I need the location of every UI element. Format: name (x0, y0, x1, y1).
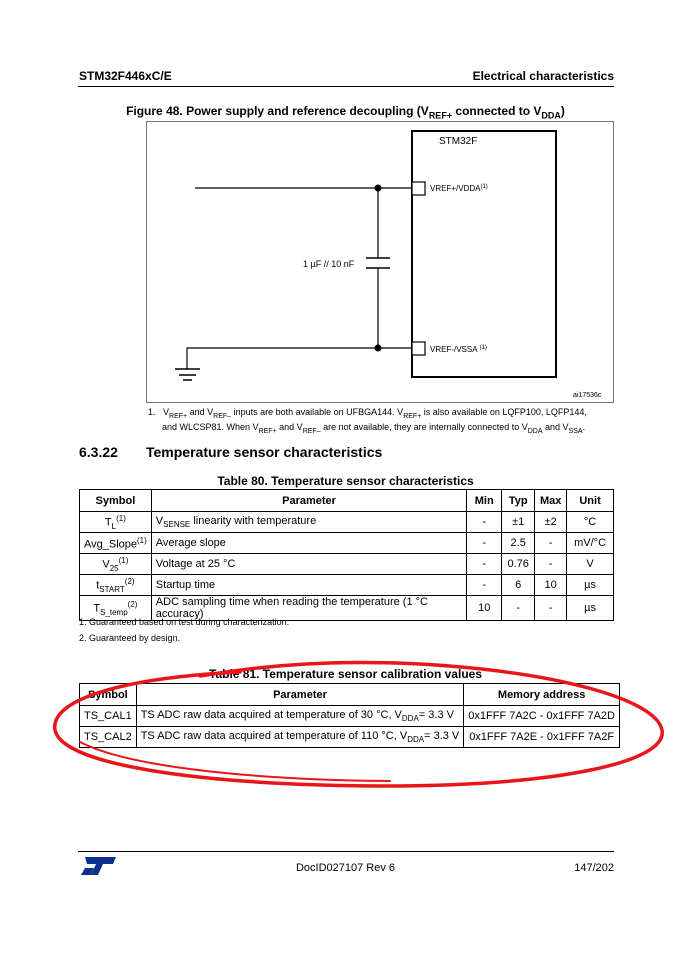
figure-title: Figure 48. Power supply and reference decoupling ($V_{REF+}$ connected to $V_{DDA}$) (126, 104, 565, 121)
table80-header: Typ (502, 490, 535, 512)
table80-header: Symbol (80, 490, 152, 512)
table81-header: Memory address (464, 684, 620, 706)
table80-header: Parameter (151, 490, 466, 512)
section-number: 6.3.22 (79, 444, 118, 460)
figure-note: 1. $V_{REF+}$ and $V_{REF-}$ inputs are both available on UFBGA144. $V_{REF+}$ is also available on LQFP100, LQFP144, and WLCSP81. When $V_{REF+}$ and $V_{REF-}$ are not available, they are internally connected to $V_{DDA}$ and $V_{SSA}$. (148, 407, 587, 435)
table-row: $t_{START}^{(2)}$ Startup time - 6 10 µs (80, 575, 614, 596)
figure-id: ai17536c (573, 392, 602, 399)
capacitor-label: 1 µF // 10 nF (303, 259, 355, 269)
section-title: Temperature sensor characteristics (146, 444, 383, 460)
table-row: TS_CAL2 TS ADC raw data acquired at temperature of 110 °C, $V_{DDA}= 3.3$ V 0x1FFF 7A2E - 0x1FFF 7A2F (80, 727, 620, 748)
table81-header: Parameter (136, 684, 464, 706)
table-row: Avg_Slope$^{(1)}$ Average slope - 2.5 - mV/°C (80, 533, 614, 554)
doc-id: DocID027107 Rev 6 (295, 862, 396, 874)
table80-footnote: 2. Guaranteed by design. (79, 633, 181, 643)
table81-caption: Table 81. Temperature sensor calibration values (209, 667, 482, 681)
table81-header: Symbol (80, 684, 137, 706)
table80-caption: Table 80. Temperature sensor characteristics (217, 474, 474, 488)
pin-top-label: $VREF+/VDDA^{(1)}$ (430, 184, 488, 193)
chip-label: STM32F (439, 136, 478, 147)
page-number: 147/202 (574, 862, 614, 874)
table80-header: Max (535, 490, 567, 512)
svg-text:ST: ST (98, 871, 100, 872)
table-row: $V_{25}^{(1)}$ Voltage at 25 °C - 0.76 - V (80, 554, 614, 575)
footer-rule (78, 851, 614, 852)
table-row: $T_{S\_temp}^{(2)}$ ADC sampling time when reading the temperature (1 °C accuracy) 10 - - µs (80, 596, 614, 621)
table-row: TS_CAL1 TS ADC raw data acquired at temperature of 30 °C, $V_{DDA}= 3.3$ V 0x1FFF 7A2C - 0x1FFF 7A2D (80, 706, 620, 727)
running-header-left: STM32F446xC/E (79, 69, 172, 83)
pin-bottom-label: VREF-/VSSA $^{(1)}$ (430, 345, 487, 354)
table80-footnote: 1. Guaranteed based on test during characterization. (79, 617, 290, 627)
table-row: $T_L^{(1)}$ $V_{SENSE}$ linearity with temperature - ±1 ±2 °C (80, 512, 614, 533)
table80-header: Min (467, 490, 502, 512)
table80-header: Unit (567, 490, 614, 512)
running-header-right: Electrical characteristics (472, 69, 614, 83)
